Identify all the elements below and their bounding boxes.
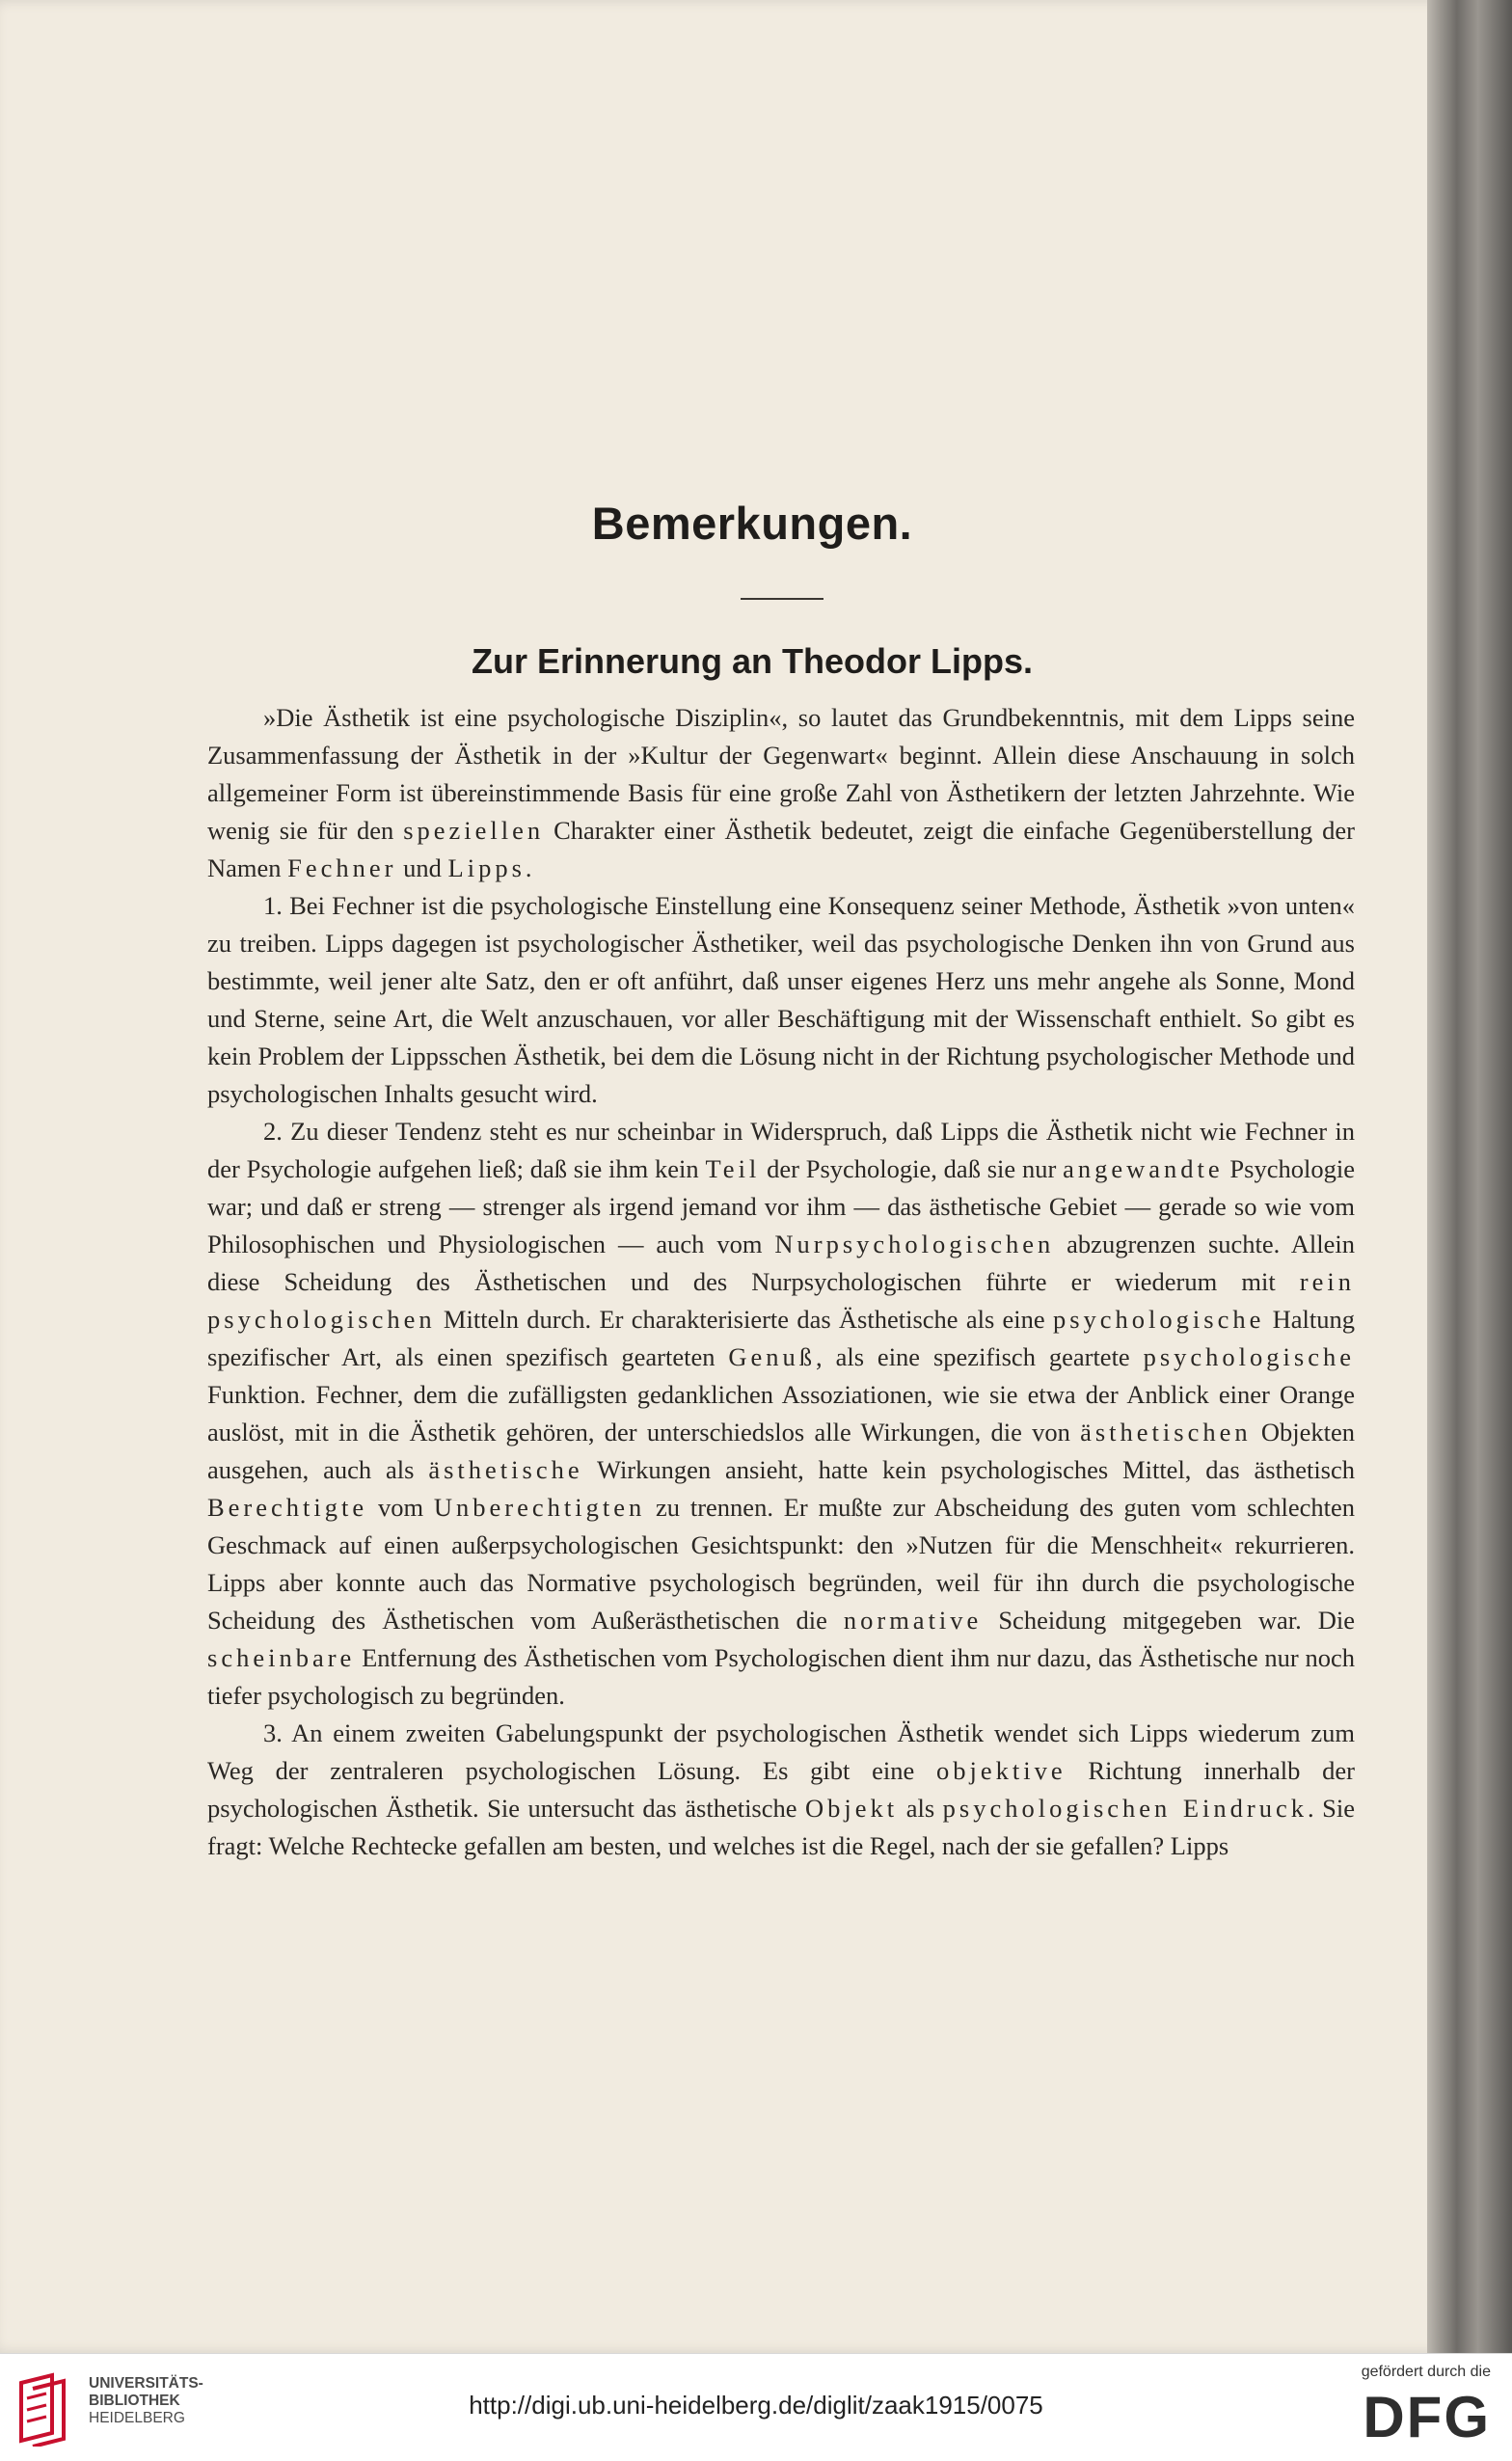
library-line: BIBLIOTHEK	[89, 2393, 180, 2409]
text-run: Funktion. Fechner, dem die zufälligsten gedanklichen Assoziationen, wie sie etwa der Anblick einer Orange auslöst, mit in die Ästhetik gehören, der unterschiedslos alle Wirkungen, die von	[207, 1380, 1355, 1447]
article-body	[207, 699, 1355, 1865]
emphasized-text: objektive	[936, 1756, 1066, 1785]
emphasized-text: psychologische	[1143, 1342, 1355, 1371]
funded-by-label: gefördert durch die	[1361, 2364, 1491, 2380]
text-run: 2. Zu dieser Tendenz steht es nur scheinbar in Widerspruch, daß Lipps die Ästhetik nicht wie Fechner in der Psychologie aufgehen ließ; daß sie ihm kein	[207, 1117, 1355, 1183]
text-run: zu trennen. Er mußte zur Abscheidung des guten vom schlechten Geschmack auf einen außerpsychologischen Gesichtspunkt: den »Nutzen für die Menschheit« rekurrieren. Lipps aber konnte auch das Normative psychologisch begründen, weil für ihn durch die psychologische Scheidung des Ästhetischen vom Außerästhetischen die	[207, 1493, 1355, 1635]
paragraph	[207, 1113, 1355, 1715]
emphasized-text: ästhetische	[428, 1455, 583, 1484]
library-line: HEIDELBERG	[89, 2410, 185, 2426]
heading-divider	[741, 598, 824, 600]
emphasized-text: Nurpsychologischen	[774, 1230, 1055, 1258]
emphasized-text: Objekt	[805, 1794, 899, 1823]
emphasized-text: psychologische	[1052, 1305, 1265, 1334]
text-run: der Psychologie, daß sie nur	[760, 1154, 1064, 1183]
text-run: Richtung innerhalb der psychologischen Ästhetik. Sie untersucht das ästhetische	[207, 1756, 1355, 1823]
text-run: . Sie fragt: Welche Rechtecke gefallen am besten, und welches ist die Regel, nach der sie gefallen? Lipps	[207, 1794, 1355, 1860]
text-run: Wirkungen ansieht, hatte kein psychologisches Mittel, das ästhetisch	[582, 1455, 1356, 1484]
emphasized-text: Berechtigte	[207, 1493, 368, 1522]
text-run: »Die Ästhetik ist eine psychologische Disziplin«, so lautet das Grundbekenntnis, mit dem Lipps seine Zusammenfassung der Ästhetik in der »Kultur der Gegenwart« beginnt. Allein diese Anschauung in solch allgemeiner Form ist übereinstimmende Basis für eine große Zahl von Ästhetikern der letzten Jahrzehnte. Wie wenig sie für den	[207, 703, 1355, 845]
dfg-logo-icon[interactable]: DFG	[1363, 2385, 1491, 2449]
text-run: Mitteln durch. Er charakterisierte das Ästhetische als eine	[435, 1305, 1053, 1334]
article-title: Zur Erinnerung an Theodor Lipps.	[472, 641, 1033, 681]
emphasized-text: ästhetischen	[1080, 1418, 1252, 1447]
text-run: Charakter einer Ästhetik bedeutet, zeigt die einfache Gegenüberstellung der Namen	[207, 816, 1355, 882]
emphasized-text: Lipps	[447, 853, 526, 882]
text-run: Haltung spezifischer Art, als einen spezifisch gearteten	[207, 1305, 1356, 1371]
emphasized-text: Unberechtigten	[433, 1493, 646, 1522]
emphasized-text: angewandte	[1063, 1154, 1224, 1183]
emphasized-text: Fechner	[287, 853, 397, 882]
text-run: als	[898, 1794, 943, 1823]
text-run: und	[396, 853, 448, 882]
paragraph	[207, 1715, 1355, 1865]
paragraph	[207, 887, 1355, 1113]
text-run: 1. Bei Fechner ist die psychologische Einstellung eine Konsequenz seiner Methode, Ästhetik »von unten« zu treiben. Lipps dagegen ist psychologischer Ästhetiker, weil das psychologische Denken ihn von Grund aus bestimmte, weil jener alte Satz, den er oft anführt, daß unser eigenes Herz uns mehr angehe als Sonne, Mond und Sterne, seine Art, die Welt anzuschauen, vor aller Beschäftigung mit der Wissenschaft enthielt. So gibt es kein Problem der Lippsschen Ästhetik, bei dem die Lösung nicht in der Richtung psychologischer Methode und psychologischen Inhalts gesucht wird.	[207, 891, 1355, 1108]
text-run: , als eine spezifisch geartete	[816, 1342, 1144, 1371]
emphasized-text: normative	[843, 1606, 983, 1635]
text-run: Scheidung mitgegeben war. Die	[982, 1606, 1355, 1635]
text-run: Psychologie war; und daß er streng — strenger als irgend jemand vor ihm — das ästhetische Gebiet — gerade so wie vom Philosophischen und Physiologischen — auch vom	[207, 1154, 1355, 1258]
page-heading: Bemerkungen.	[591, 498, 913, 549]
emphasized-text: psychologischen Eindruck	[942, 1794, 1308, 1823]
text-run: abzugrenzen suchte. Allein diese Scheidung des Ästhetischen und des Nurpsychologischen führte er wiederum mit	[207, 1230, 1356, 1296]
footer-bar	[0, 2353, 1512, 2461]
book-spine-shadow	[1427, 0, 1512, 2353]
emphasized-text: rein psychologischen	[207, 1267, 1355, 1334]
paragraph	[207, 699, 1355, 887]
library-line: UNIVERSITÄTS-	[89, 2375, 203, 2392]
emphasized-text: Genuß	[728, 1342, 817, 1371]
emphasized-text: Teil	[705, 1154, 761, 1183]
permalink-url[interactable]: http://digi.ub.uni-heidelberg.de/diglit/zaak1915/0075	[469, 2391, 1043, 2420]
emphasized-text: speziellen	[403, 816, 545, 845]
text-run: Entfernung des Ästhetischen vom Psychologischen dient ihm nur dazu, das Ästhetische nur noch tiefer psychologisch zu begründen.	[207, 1643, 1355, 1710]
text-run: vom	[367, 1493, 434, 1522]
emphasized-text: scheinbare	[207, 1643, 356, 1672]
text-run: Objekten ausgehen, auch als	[207, 1418, 1356, 1484]
text-run: 3. An einem zweiten Gabelungspunkt der psychologischen Ästhetik wendet sich Lipps wiederum zum Weg der zentraleren psychologischen Lösung. Es gibt eine	[207, 1718, 1355, 1785]
text-run: .	[525, 853, 532, 882]
